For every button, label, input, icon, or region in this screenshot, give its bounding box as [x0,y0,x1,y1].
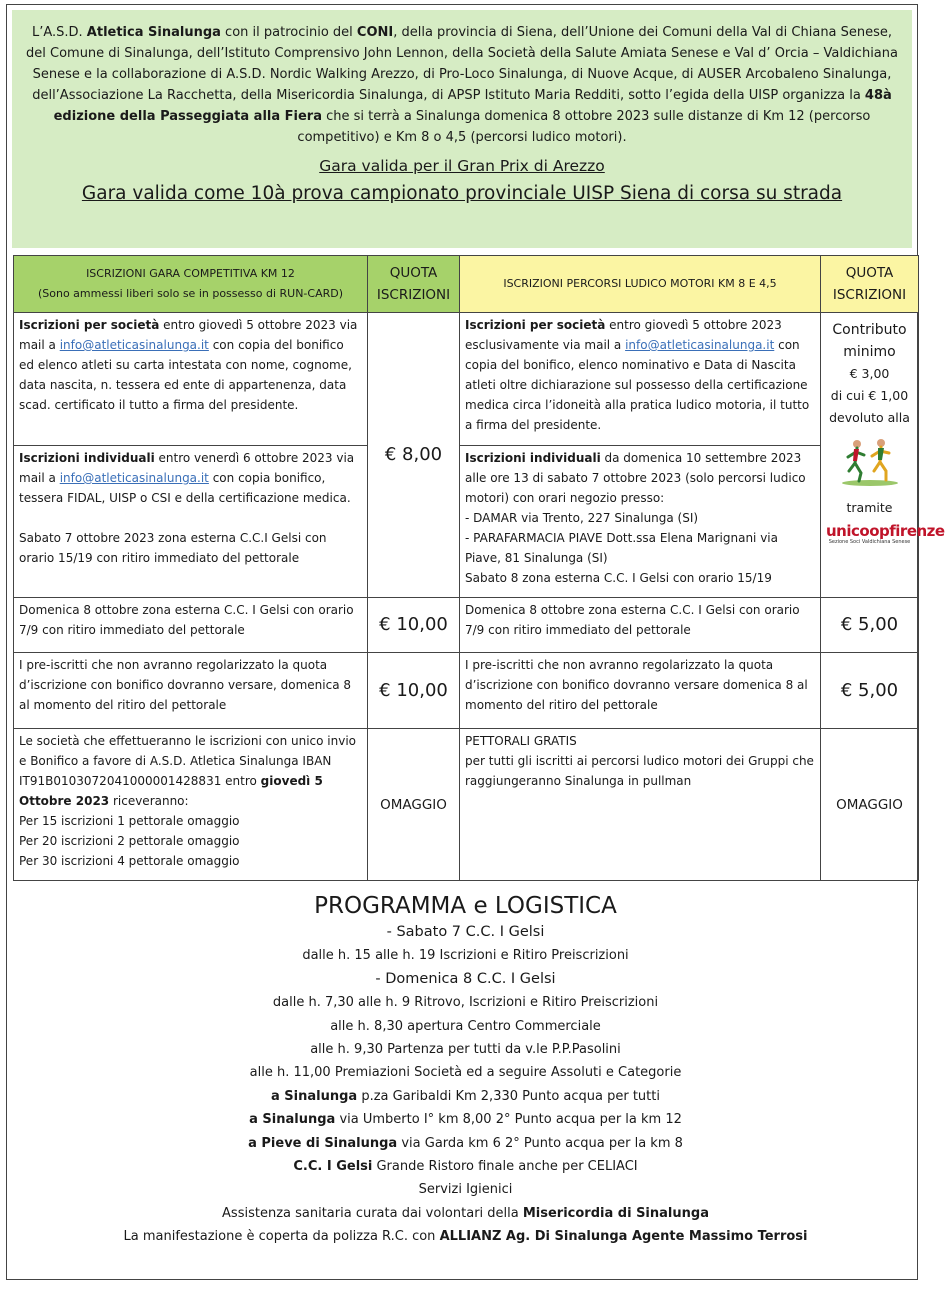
race-day-registration-ludico: Domenica 8 ottobre zona esterna C.C. I Gelsi con orario 7/9 con ritiro immediato del pettorale [460,598,821,653]
price-cell: € 8,00 [368,313,460,598]
program-line: alle h. 8,30 apertura Centro Commerciale [330,1018,601,1034]
email-link[interactable]: info@atleticasinalunga.it [59,338,209,352]
email-link[interactable]: info@atleticasinalunga.it [625,338,775,352]
group-bonus-competitive: Le società che effettueranno le iscrizioni con unico invio e Bonifico a favore di A.S.D. Atletica Sinalunga IBAN IT91B0103072041000001428831 entro giovedì 5 Ottobre 2023 riceveranno: Per 15 iscrizioni 1 pettorale omaggio Per 20 iscrizioni 2 pettorale omaggio Per 30 iscrizioni 4 pettorale omaggio [14,729,368,881]
society-registration-competitive: Iscrizioni per società entro giovedì 5 ottobre 2023 via mail a info@atleticasinalunga.it con copia del bonifico ed elenco atleti su carta intestata con nome, cognome, data nascita, n. tessera ed ente di appartenenza, data scad. certificato il tutto a firma del presidente. [14,313,368,446]
program-line: dalle h. 15 alle h. 19 Iscrizioni e Ritiro Preiscrizioni [302,948,629,964]
price-cell: € 10,00 [368,653,460,729]
table-row [14,653,919,729]
society-registration-ludico: Iscrizioni per società entro giovedì 5 ottobre 2023 esclusivamente via mail a info@atleticasinalunga.it con copia del bonifico, elenco nominativo e Data di Nascita atleti oltre dichiarazione sul possesso della certificazione medica circa l’idoneità alla pratica ludico motoria, il tutto a firma del presidente. [460,313,821,446]
header-quota-competitive: QUOTA ISCRIZIONI [368,256,460,313]
table-header-row [14,256,919,313]
registration-table [13,255,945,881]
gran-prix-notice: Gara valida per il Gran Prix di Arezzo [319,157,605,175]
header-competitive: ISCRIZIONI GARA COMPETITIVA KM 12 (Sono ammessi liberi solo se in possesso di RUN-CARD) [14,256,368,313]
program-section [13,888,918,1249]
program-line: dalle h. 7,30 alle h. 9 Ritrovo, Iscrizioni e Ritiro Preiscrizioni [272,995,659,1011]
pre-registered-competitive: I pre-iscritti che non avranno regolarizzato la quota d’iscrizione con bonifico dovranno versare, domenica 8 al momento del ritiro del pettorale [14,653,368,729]
email-link[interactable]: info@atleticasinalunga.it [59,471,209,485]
individual-registration-competitive: Iscrizioni individuali entro venerdì 6 ottobre 2023 via mail a info@atleticasinalunga.it con copia bonifico, tessera FIDAL, UISP o CSI e della certificazione medica. Sabato 7 ottobre 2023 zona esterna C.C.I Gelsi con orario 15/19 con ritiro immediato del pettorale [14,446,368,598]
table-row [14,446,919,598]
individual-registration-ludico: Iscrizioni individuali da domenica 10 settembre 2023 alle ore 13 di sabato 7 ottobre 2023 (solo percorsi ludico motori) con orari negozio presso: - DAMAR via Trento, 227 Sinalunga (SI) - PARAFARMACIA PIAVE Dott.ssa Elena Marignani via Piave, 81 Sinalunga (SI) Sabato 8 zona esterna C.C. I Gelsi con orario 15/19 [460,446,821,598]
program-line: alle h. 9,30 Partenza per tutti da v.le P.P.Pasolini [310,1042,621,1058]
price-cell: € 10,00 [368,598,460,653]
program-line: Servizi Igienici [418,1182,513,1198]
pre-registered-ludico: I pre-iscritti che non avranno regolarizzato la quota d’iscrizione con bonifico dovranno versare domenica 8 al momento del ritiro del pettorale [460,653,821,729]
quota-cell: € 5,00 [821,598,919,653]
contribution-cell: Contributo minimo € 3,00 di cui € 1,00 devoluto alla tramite unicoopfirenze Sezione Soci Valdichiana Senese [821,313,919,598]
water-point-line: a Pieve di Sinalunga via Garda km 6 2° Punto acqua per la km 8 [248,1135,683,1151]
program-title: PROGRAMMA e LOGISTICA [314,893,617,919]
water-point-line: a Sinalunga via Umberto I° km 8,00 2° Punto acqua per la km 12 [249,1112,682,1128]
table-row [14,313,919,446]
sunday-heading: - Domenica 8 C.C. I Gelsi [375,970,556,987]
quota-cell: € 5,00 [821,653,919,729]
unicoop-logo: unicoopfirenze [826,522,945,540]
championship-notice: Gara valida come 10à prova campionato provinciale UISP Siena di corsa su strada [81,183,843,204]
table-row [14,729,919,881]
saturday-heading: - Sabato 7 C.C. I Gelsi [386,924,545,940]
intro-box [12,10,912,248]
water-point-line: a Sinalunga p.za Garibaldi Km 2,330 Punto acqua per tutti [271,1088,660,1104]
runners-illustration [839,437,901,487]
header-ludico: ISCRIZIONI PERCORSI LUDICO MOTORI KM 8 E 4,5 [460,256,821,313]
group-bonus-ludico: PETTORALI GRATIS per tutti gli iscritti ai percorsi ludico motori dei Gruppi che raggiungeranno Sinalunga in pullman [460,729,821,881]
medical-assistance-line: Assistenza sanitaria curata dai volontari della Misericordia di Sinalunga [222,1205,709,1221]
header-quota-ludico: QUOTA ISCRIZIONI [821,256,919,313]
unicoop-subtitle: Sezione Soci Valdichiana Senese [828,539,911,545]
insurance-line: La manifestazione è coperta da polizza R.C. con ALLIANZ Ag. Di Sinalunga Agente Massimo Terrosi [123,1229,808,1245]
program-line: alle h. 11,00 Premiazioni Società ed a seguire Assoluti e Categorie [249,1065,682,1081]
refreshment-line: C.C. I Gelsi Grande Ristoro finale anche per CELIACI [293,1159,638,1175]
omaggio-cell: OMAGGIO [821,729,919,881]
omaggio-cell: OMAGGIO [368,729,460,881]
table-row [14,598,919,653]
race-day-registration-competitive: Domenica 8 ottobre zona esterna C.C. I Gelsi con orario 7/9 con ritiro immediato del pettorale [14,598,368,653]
intro-paragraph: L’A.S.D. Atletica Sinalunga con il patrocinio del CONI, della provincia di Siena, dell’Unione dei Comuni della Val di Chiana Senese, del Comune di Sinalunga, dell’Istituto Comprensivo John Lennon, della Società della Salute Amiata Senese e Val d’ Orcia – Valdichiana Senese e la collaborazione di A.S.D. Nordic Walking Arezzo, di Pro-Loco Sinalunga, di Nuove Acque, di AUSER Arcobaleno Sinalunga, dell’Associazione La Racchetta, della Misericordia Sinalunga, di APSP Istituto Maria Redditi, sotto l’egida della UISP organizza la 48à edizione della Passeggiata alla Fiera che si terrà a Sinalunga domenica 8 ottobre 2023 sulle distanze di Km 12 (percorso competitivo) e Km 8 o 4,5 (percorsi ludico motori). [26,25,898,145]
